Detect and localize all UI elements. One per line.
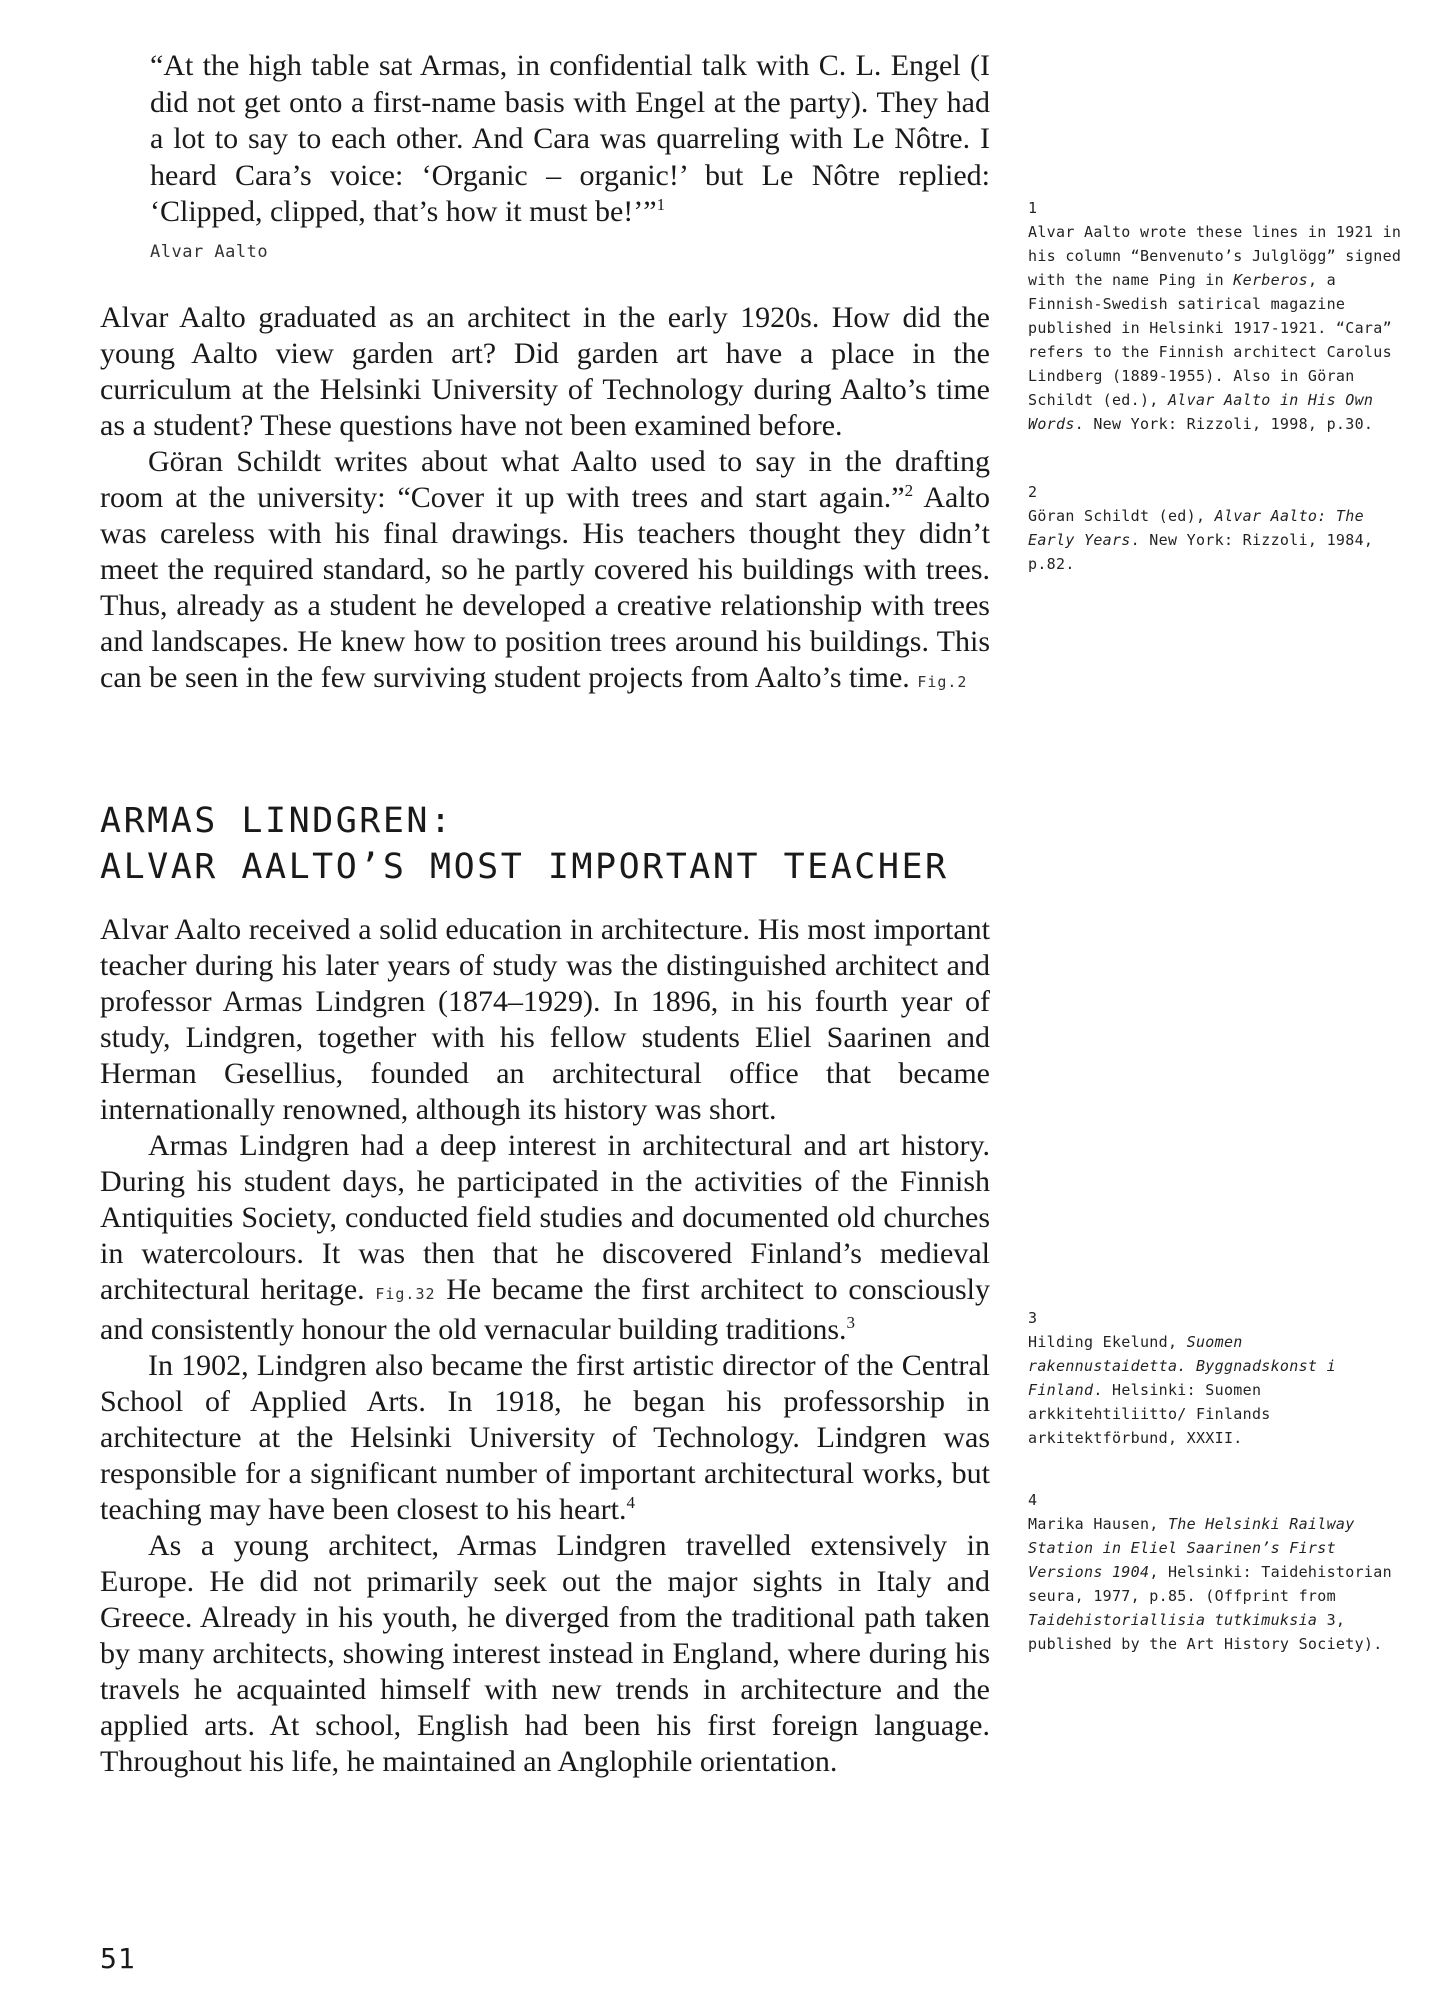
footnote-text: Göran Schildt (ed), — [1028, 507, 1215, 525]
footnote-text: . Helsinki: Suomen arkkitehtiliitto/ Finlands arkitektförbund, XXXII. — [1028, 1381, 1271, 1447]
quote-attribution: Alvar Aalto — [150, 242, 269, 262]
paragraph-text: Armas Lindgren had a deep interest in architectural and art history. During his student days, he participated in the activities of the Finnish Antiquities Society, conducted field studies and documented old churches in watercolours. It was then that he discovered Finland’s medieval architectural heritage. — [100, 1129, 990, 1306]
footnote-text: , a Finnish-Swedish satirical magazine published in Helsinki 1917-1921. “Cara” refers to the Finnish architect Carolus Lindberg (1889-1955). Also in Göran Schildt (ed.), — [1028, 271, 1392, 409]
footnote-number: 2 — [1028, 483, 1038, 501]
footnote-number: 4 — [1028, 1491, 1038, 1509]
page-number: 51 — [100, 1942, 136, 1975]
paragraph-text: In 1902, Lindgren also became the first artistic director of the Central School of Applied Arts. In 1918, he began his professorship in architecture at the Helsinki University of Technology. Lindgren was responsible for a significant number of important architectural works, but teaching may have been closest to his heart. — [100, 1349, 990, 1526]
footnote-text: , Helsinki: Taidehistorian seura, 1977, p.85. (Offprint from — [1028, 1563, 1392, 1605]
footnote-title: Suomen rakennustaidetta. Byggnadskonst i Finland — [1028, 1333, 1336, 1399]
paragraph-text: He became the first architect to consciously and consistently honour the old vernacular building traditions. — [100, 1273, 990, 1346]
footnote-ref-2[interactable]: 2 — [904, 481, 914, 500]
footnote-title: Taidehistoriallisia tutkimuksia — [1028, 1611, 1318, 1629]
paragraph-text: Göran Schildt writes about what Aalto used to say in the drafting room at the university: “Cover it up with trees and start again.” — [100, 445, 990, 514]
paragraph: Alvar Aalto received a solid education in architecture. His most important teacher during his later years of study was the distinguished architect and professor Armas Lindgren (1874–1929). In 1896, in his fourth year of study, Lindgren, together with his fellow students Eliel Saarinen and Herman Gesellius, founded an architectural office that became internationally renowned, although its history was short. — [100, 913, 990, 1126]
footnote-title: Alvar Aalto: The Early Years — [1028, 507, 1364, 549]
section-heading — [100, 798, 949, 890]
section-intro — [100, 300, 990, 700]
footnote-text: . New York: Rizzoli, 1984, p.82. — [1028, 531, 1374, 573]
footnote-2 — [1028, 480, 1403, 576]
footnote-text: 3, published by the Art History Society). — [1028, 1611, 1383, 1653]
figure-ref-32[interactable]: Fig.32 — [375, 1285, 436, 1303]
paragraph: Alvar Aalto graduated as an architect in the early 1920s. How did the young Aalto view garden art? Did garden art have a place in the curriculum at the Helsinki University of Technology during Aalto’s time as a student? These questions have not been examined before. — [100, 301, 990, 442]
footnote-text: Alvar Aalto wrote these lines in 1921 in his column “Benvenuto’s Julglögg” signed with the name Ping in — [1028, 223, 1402, 289]
footnote-1 — [1028, 196, 1403, 436]
opening-quote — [150, 48, 990, 231]
footnote-title: Kerberos — [1233, 271, 1308, 289]
footnote-4 — [1028, 1488, 1403, 1656]
paragraph — [100, 1128, 990, 1348]
paragraph-text: Aalto was careless with his final drawings. His teachers thought they didn’t meet the required standard, so he partly covered his buildings with trees. Thus, already as a student he developed a creative relationship with trees and landscapes. He knew how to position trees around his buildings. This can be seen in the few surviving student projects from Aalto’s time. — [100, 481, 990, 694]
figure-ref-2[interactable]: Fig.2 — [917, 673, 968, 691]
footnote-title: Alvar Aalto in His Own Words — [1028, 391, 1374, 433]
heading-line-1: ARMAS LINDGREN: — [100, 801, 454, 841]
footnote-ref-1[interactable]: 1 — [656, 195, 666, 214]
paragraph: As a young architect, Armas Lindgren travelled extensively in Europe. He did not primarily seek out the major sights in Italy and Greece. Already in his youth, he diverged from the traditional path taken by many architects, showing interest instead in England, where during his travels he acquainted himself with new trends in architecture and the applied arts. At school, English had been his first foreign language. Throughout his life, he maintained an Anglophile orientation. — [100, 1529, 990, 1778]
paragraph — [100, 444, 990, 700]
footnote-number: 1 — [1028, 199, 1038, 217]
footnote-title: The Helsinki Railway Station in Eliel Saarinen’s First Versions 1904 — [1028, 1515, 1355, 1581]
section-lindgren — [100, 912, 990, 1780]
heading-line-2: ALVAR AALTO’S MOST IMPORTANT TEACHER — [100, 847, 949, 887]
footnote-number: 3 — [1028, 1309, 1038, 1327]
footnote-text: Marika Hausen, — [1028, 1515, 1168, 1533]
footnote-text: Hilding Ekelund, — [1028, 1333, 1187, 1351]
footnote-text: . New York: Rizzoli, 1998, p.30. — [1074, 415, 1374, 433]
footnote-ref-3[interactable]: 3 — [846, 1313, 856, 1332]
paragraph — [100, 1348, 990, 1528]
footnote-3 — [1028, 1306, 1403, 1450]
footnote-ref-4[interactable]: 4 — [626, 1493, 635, 1512]
quote-text: “At the high table sat Armas, in confidential talk with C. L. Engel (I did not get onto a first-name basis with Engel at the party). They had a lot to say to each other. And Cara was quarreling with Le Nôtre. I heard Cara’s voice: ‘Organic – organic!’ but Le Nôtre replied: ‘Clipped, clipped, that’s how it must be!’” — [150, 49, 990, 228]
